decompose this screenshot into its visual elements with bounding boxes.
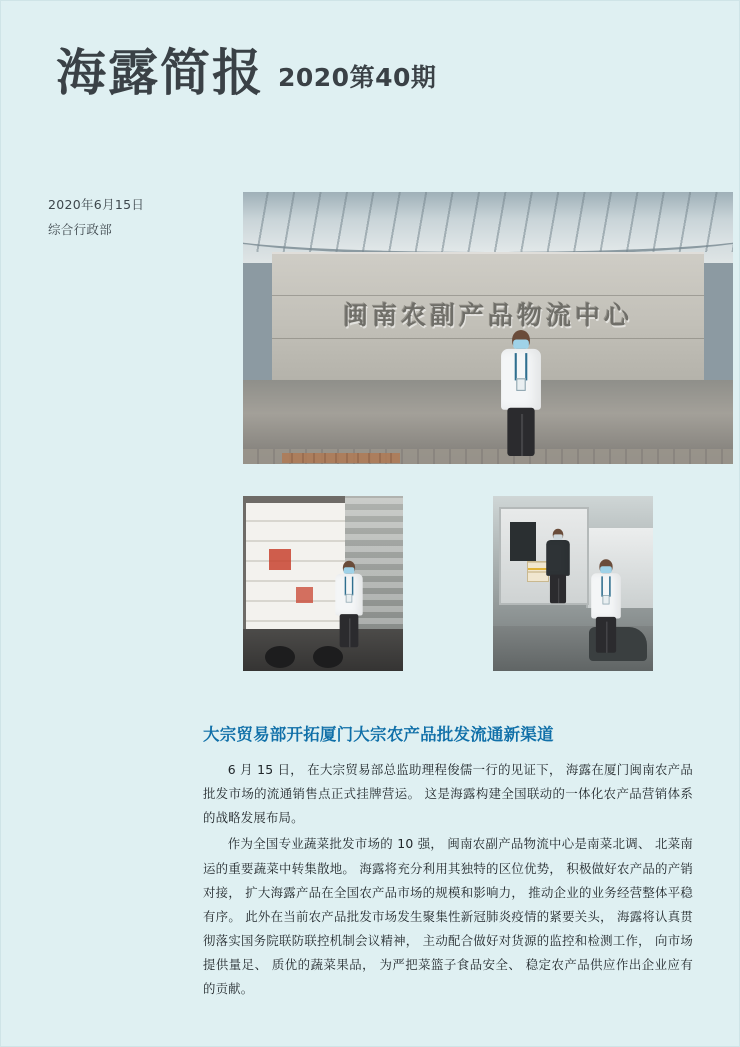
photo-person-trousers <box>550 574 566 603</box>
photo-person-lanyard <box>514 353 527 380</box>
masthead <box>0 0 740 176</box>
photo-ground <box>243 380 733 464</box>
article-title: 大宗贸易部开拓厦门大宗农产品批发流通新渠道 <box>203 724 554 744</box>
photo-red-label <box>296 587 314 603</box>
photo-person-staff <box>333 561 366 647</box>
photo-canopy-ribs <box>243 192 733 252</box>
article <box>203 687 693 1002</box>
face-mask-icon <box>553 534 562 540</box>
photo-person-trousers <box>507 408 534 456</box>
photo-canopy <box>243 192 733 255</box>
publish-date: 2020年6月15日 <box>48 197 145 212</box>
article-paragraph: 6 月 15 日， 在大宗贸易部总监助理程俊儒一行的见证下， 海露在厦门闽南农产品批发市场的流通销售点正式挂牌营运。 这是海露构建全国联动的一体化农产品营销体系的战略发展布局。 <box>203 761 693 826</box>
masthead-row <box>56 43 740 102</box>
photo-sign-text: 闽南农副产品物流中心 <box>342 301 633 331</box>
photo-red-label <box>269 549 291 570</box>
figure-group <box>203 192 693 687</box>
photo-person-staff <box>588 559 624 653</box>
photo-foam-boxes-truck <box>243 496 403 671</box>
photo-stone-wall <box>272 252 703 383</box>
photo-person-shirt <box>546 539 570 575</box>
article-paragraph: 作为全国专业蔬菜批发市场的 10 强， 闽南农副产品物流中心是南菜北调、 北菜南运的重要蔬菜中转集散地。 海露将充分利用其独特的区位优势， 积极做好农产品的产销对接， 扩大海露产品在全国农产品市场的规模和影响力， 推动企业的业务经营整体平稳有序。 此外在当前农产品批发市场发生聚集性新冠肺炎疫情的紧要关头， 海露将认真贯彻落实国务院联防联控机制会议精神， 主动配合做好对货源的监控和检测工作， 向市场提供量足、 质优的蔬菜果品， 为严把菜篮子食品安全、 稳定农产品供应作出企业应有的贡献。 <box>203 836 693 997</box>
photo-person-badge <box>602 595 609 604</box>
photo-person-badge <box>346 594 352 603</box>
content-area <box>0 192 740 1002</box>
photo-loading-cartons <box>493 496 653 671</box>
photo-foam-box-stack <box>246 503 345 640</box>
department-label: 综合行政部 <box>48 222 113 237</box>
photo-person-lanyard <box>345 577 354 596</box>
photo-wall-seam <box>272 338 703 339</box>
photo-person-trousers <box>595 617 615 653</box>
face-mask-icon <box>513 340 529 349</box>
photo-truck-wheel <box>265 646 295 668</box>
photo-person-staff <box>497 330 545 456</box>
meta-block <box>48 192 198 242</box>
photo-person-lanyard <box>601 576 610 596</box>
face-mask-icon <box>600 566 612 573</box>
photo-truck-wheel <box>313 646 343 668</box>
page-title: 海露简报 <box>56 43 264 102</box>
photo-brick-strip <box>282 453 400 463</box>
photo-sign-wall <box>243 192 733 464</box>
photo-person-badge <box>516 378 525 391</box>
figure-row <box>203 480 693 687</box>
photo-person-loader <box>543 528 572 602</box>
photo-container-interior <box>510 522 536 561</box>
issue-label: 2020第40期 <box>278 63 437 92</box>
photo-person-trousers <box>340 614 359 647</box>
